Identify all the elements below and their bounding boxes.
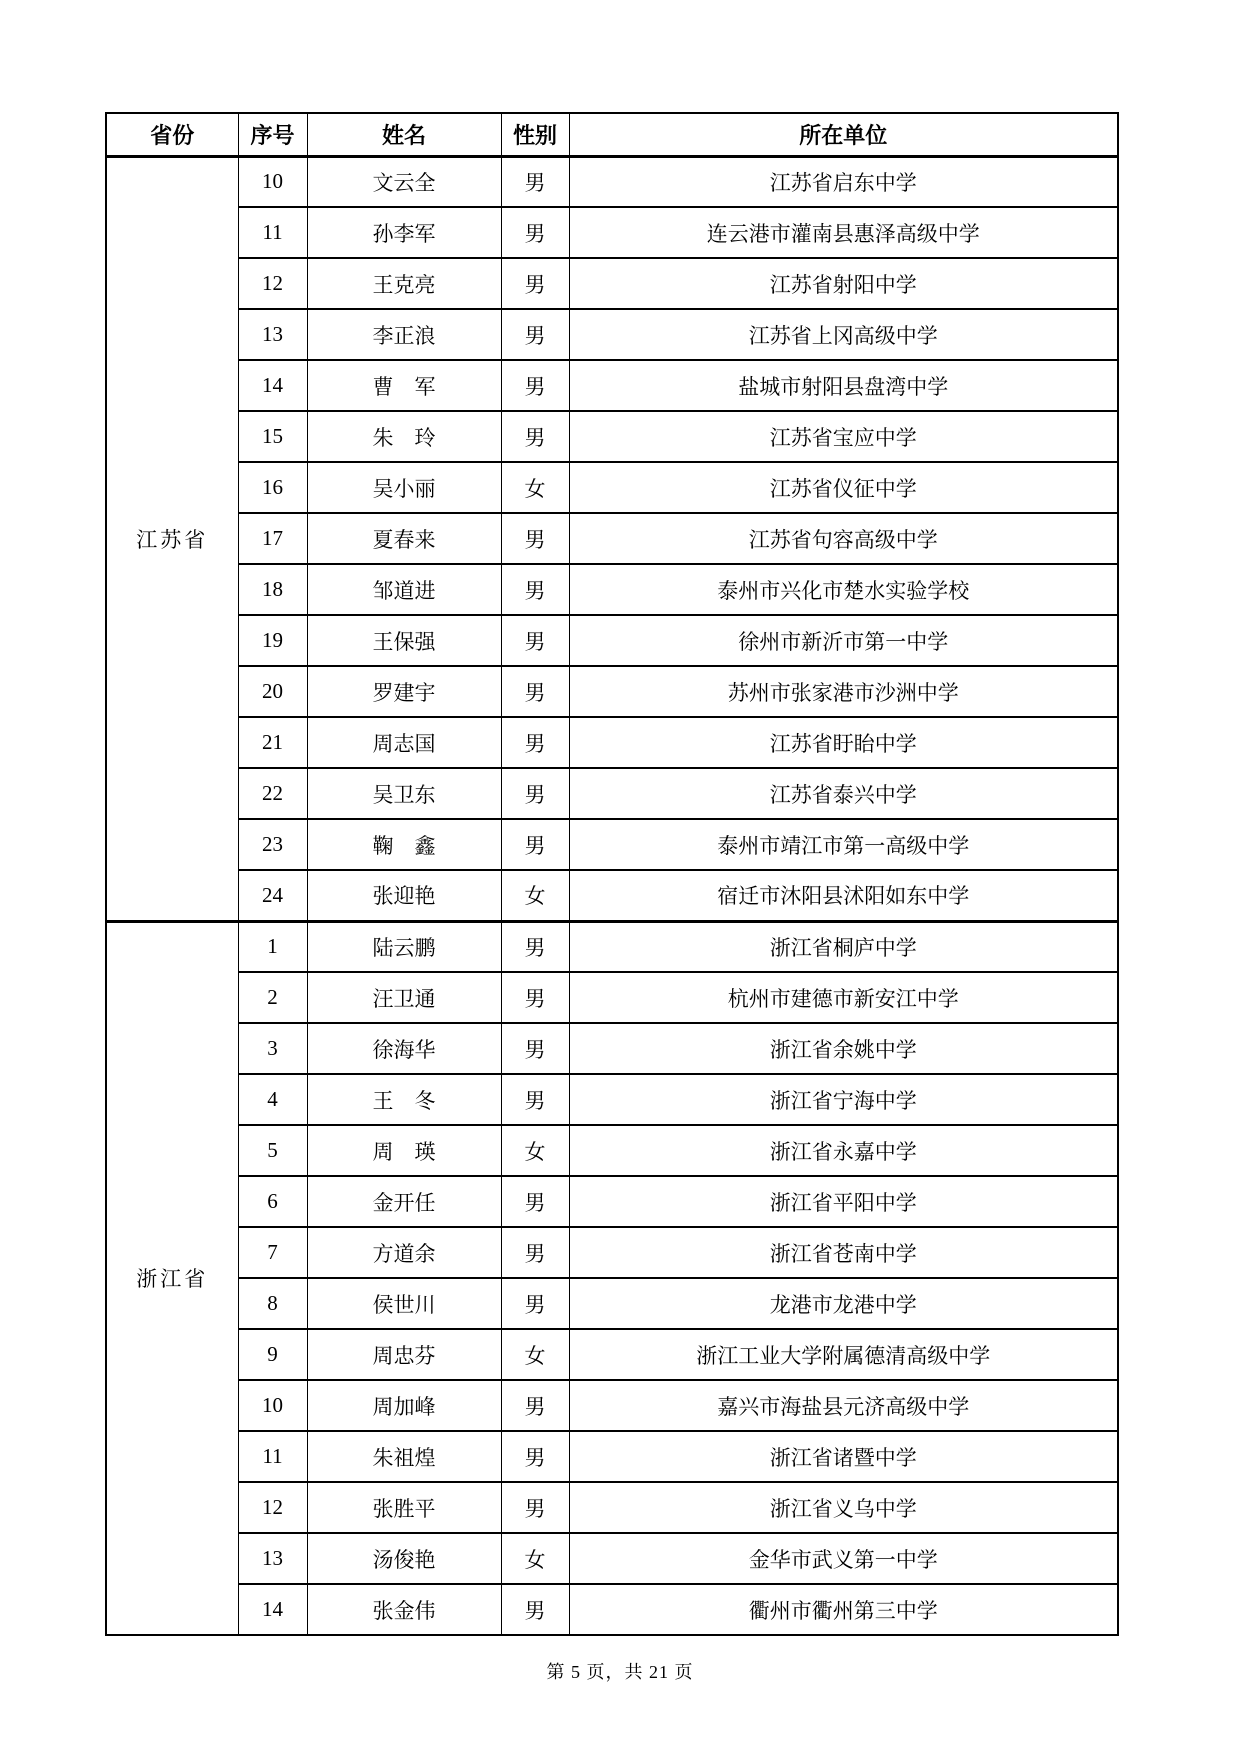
name-cell: 孙李军 (307, 207, 501, 258)
table-row (106, 819, 1118, 870)
col-header-seq: 序号 (238, 113, 307, 156)
col-header-gender: 性别 (501, 113, 569, 156)
name-cell: 周志国 (307, 717, 501, 768)
gender-cell: 男 (501, 1431, 569, 1482)
unit-cell: 宿迁市沐阳县沭阳如东中学 (569, 870, 1118, 921)
table-row (106, 921, 1118, 972)
name-cell: 周忠芬 (307, 1329, 501, 1380)
unit-cell: 苏州市张家港市沙洲中学 (569, 666, 1118, 717)
table-row (106, 1023, 1118, 1074)
seq-cell: 12 (238, 258, 307, 309)
seq-cell: 19 (238, 615, 307, 666)
gender-cell: 男 (501, 258, 569, 309)
name-cell: 夏春来 (307, 513, 501, 564)
unit-cell: 江苏省句容高级中学 (569, 513, 1118, 564)
seq-cell: 10 (238, 156, 307, 207)
seq-cell: 23 (238, 819, 307, 870)
gender-cell: 男 (501, 360, 569, 411)
unit-cell: 江苏省启东中学 (569, 156, 1118, 207)
table-row (106, 1431, 1118, 1482)
unit-cell: 浙江省宁海中学 (569, 1074, 1118, 1125)
gender-cell: 男 (501, 1176, 569, 1227)
seq-cell: 15 (238, 411, 307, 462)
name-cell: 陆云鹏 (307, 921, 501, 972)
unit-cell: 浙江省诸暨中学 (569, 1431, 1118, 1482)
unit-cell: 龙港市龙港中学 (569, 1278, 1118, 1329)
col-header-province: 省份 (106, 113, 238, 156)
gender-cell: 男 (501, 513, 569, 564)
gender-cell: 男 (501, 768, 569, 819)
unit-cell: 连云港市灌南县惠泽高级中学 (569, 207, 1118, 258)
gender-cell: 男 (501, 1380, 569, 1431)
name-cell: 汤俊艳 (307, 1533, 501, 1584)
table-row (106, 411, 1118, 462)
name-cell: 徐海华 (307, 1023, 501, 1074)
unit-cell: 浙江省义乌中学 (569, 1482, 1118, 1533)
seq-cell: 22 (238, 768, 307, 819)
col-header-unit: 所在单位 (569, 113, 1118, 156)
table-row (106, 1278, 1118, 1329)
seq-cell: 16 (238, 462, 307, 513)
table-row (106, 360, 1118, 411)
seq-cell: 13 (238, 309, 307, 360)
name-cell: 王保强 (307, 615, 501, 666)
unit-cell: 江苏省射阳中学 (569, 258, 1118, 309)
table-row (106, 1227, 1118, 1278)
unit-cell: 浙江省桐庐中学 (569, 921, 1118, 972)
unit-cell: 江苏省宝应中学 (569, 411, 1118, 462)
seq-cell: 2 (238, 972, 307, 1023)
table-row (106, 462, 1118, 513)
name-cell: 方道余 (307, 1227, 501, 1278)
seq-cell: 3 (238, 1023, 307, 1074)
table-row (106, 1176, 1118, 1227)
unit-cell: 浙江工业大学附属德清高级中学 (569, 1329, 1118, 1380)
unit-cell: 江苏省仪征中学 (569, 462, 1118, 513)
name-cell: 邹道进 (307, 564, 501, 615)
gender-cell: 男 (501, 717, 569, 768)
gender-cell: 男 (501, 1227, 569, 1278)
table-row (106, 1380, 1118, 1431)
header-row (106, 113, 1118, 156)
province-cell: 浙江省 (106, 921, 238, 1635)
gender-cell: 男 (501, 411, 569, 462)
unit-cell: 杭州市建德市新安江中学 (569, 972, 1118, 1023)
gender-cell: 男 (501, 1074, 569, 1125)
seq-cell: 8 (238, 1278, 307, 1329)
seq-cell: 4 (238, 1074, 307, 1125)
table-row (106, 1125, 1118, 1176)
seq-cell: 20 (238, 666, 307, 717)
gender-cell: 男 (501, 207, 569, 258)
gender-cell: 男 (501, 819, 569, 870)
unit-cell: 嘉兴市海盐县元济高级中学 (569, 1380, 1118, 1431)
name-cell: 周 瑛 (307, 1125, 501, 1176)
unit-cell: 江苏省上冈高级中学 (569, 309, 1118, 360)
seq-cell: 21 (238, 717, 307, 768)
seq-cell: 12 (238, 1482, 307, 1533)
seq-cell: 18 (238, 564, 307, 615)
page-number: 第 5 页，共 21 页 (546, 1662, 694, 1682)
seq-cell: 1 (238, 921, 307, 972)
gender-cell: 男 (501, 156, 569, 207)
gender-cell: 男 (501, 1482, 569, 1533)
name-cell: 朱祖煌 (307, 1431, 501, 1482)
unit-cell: 金华市武义第一中学 (569, 1533, 1118, 1584)
seq-cell: 14 (238, 1584, 307, 1635)
table-row (106, 1482, 1118, 1533)
table-row (106, 615, 1118, 666)
table-row (106, 1329, 1118, 1380)
table-row (106, 1074, 1118, 1125)
unit-cell: 泰州市兴化市楚水实验学校 (569, 564, 1118, 615)
gender-cell: 女 (501, 462, 569, 513)
seq-cell: 24 (238, 870, 307, 921)
gender-cell: 女 (501, 1125, 569, 1176)
gender-cell: 女 (501, 1329, 569, 1380)
seq-cell: 17 (238, 513, 307, 564)
table-row (106, 666, 1118, 717)
name-cell: 李正浪 (307, 309, 501, 360)
table-row (106, 1533, 1118, 1584)
seq-cell: 9 (238, 1329, 307, 1380)
seq-cell: 11 (238, 1431, 307, 1482)
name-cell: 王 冬 (307, 1074, 501, 1125)
roster-table (105, 112, 1119, 1636)
name-cell: 张迎艳 (307, 870, 501, 921)
gender-cell: 女 (501, 1533, 569, 1584)
province-cell: 江苏省 (106, 156, 238, 921)
table-row (106, 768, 1118, 819)
name-cell: 吴卫东 (307, 768, 501, 819)
unit-cell: 盐城市射阳县盘湾中学 (569, 360, 1118, 411)
name-cell: 侯世川 (307, 1278, 501, 1329)
unit-cell: 浙江省永嘉中学 (569, 1125, 1118, 1176)
unit-cell: 浙江省苍南中学 (569, 1227, 1118, 1278)
table-row (106, 1584, 1118, 1635)
table-row (106, 207, 1118, 258)
seq-cell: 14 (238, 360, 307, 411)
name-cell: 王克亮 (307, 258, 501, 309)
table-row (106, 309, 1118, 360)
name-cell: 罗建宇 (307, 666, 501, 717)
unit-cell: 徐州市新沂市第一中学 (569, 615, 1118, 666)
gender-cell: 女 (501, 870, 569, 921)
seq-cell: 6 (238, 1176, 307, 1227)
gender-cell: 男 (501, 1278, 569, 1329)
seq-cell: 10 (238, 1380, 307, 1431)
seq-cell: 5 (238, 1125, 307, 1176)
gender-cell: 男 (501, 564, 569, 615)
name-cell: 张胜平 (307, 1482, 501, 1533)
seq-cell: 11 (238, 207, 307, 258)
table-row (106, 972, 1118, 1023)
unit-cell: 江苏省泰兴中学 (569, 768, 1118, 819)
name-cell: 金开任 (307, 1176, 501, 1227)
gender-cell: 男 (501, 666, 569, 717)
col-header-name: 姓名 (307, 113, 501, 156)
name-cell: 文云全 (307, 156, 501, 207)
unit-cell: 浙江省余姚中学 (569, 1023, 1118, 1074)
table-row (106, 156, 1118, 207)
name-cell: 吴小丽 (307, 462, 501, 513)
gender-cell: 男 (501, 921, 569, 972)
table-row (106, 717, 1118, 768)
table-header (106, 113, 1118, 156)
unit-cell: 衢州市衢州第三中学 (569, 1584, 1118, 1635)
seq-cell: 13 (238, 1533, 307, 1584)
table-body (106, 156, 1118, 1635)
name-cell: 鞠 鑫 (307, 819, 501, 870)
unit-cell: 泰州市靖江市第一高级中学 (569, 819, 1118, 870)
name-cell: 朱 玲 (307, 411, 501, 462)
unit-cell: 江苏省盱眙中学 (569, 717, 1118, 768)
unit-cell: 浙江省平阳中学 (569, 1176, 1118, 1227)
gender-cell: 男 (501, 615, 569, 666)
name-cell: 曹 军 (307, 360, 501, 411)
name-cell: 周加峰 (307, 1380, 501, 1431)
gender-cell: 男 (501, 1023, 569, 1074)
table-row (106, 564, 1118, 615)
name-cell: 张金伟 (307, 1584, 501, 1635)
table-row (106, 870, 1118, 921)
name-cell: 汪卫通 (307, 972, 501, 1023)
seq-cell: 7 (238, 1227, 307, 1278)
gender-cell: 男 (501, 1584, 569, 1635)
gender-cell: 男 (501, 309, 569, 360)
table-row (106, 513, 1118, 564)
gender-cell: 男 (501, 972, 569, 1023)
table-row (106, 258, 1118, 309)
